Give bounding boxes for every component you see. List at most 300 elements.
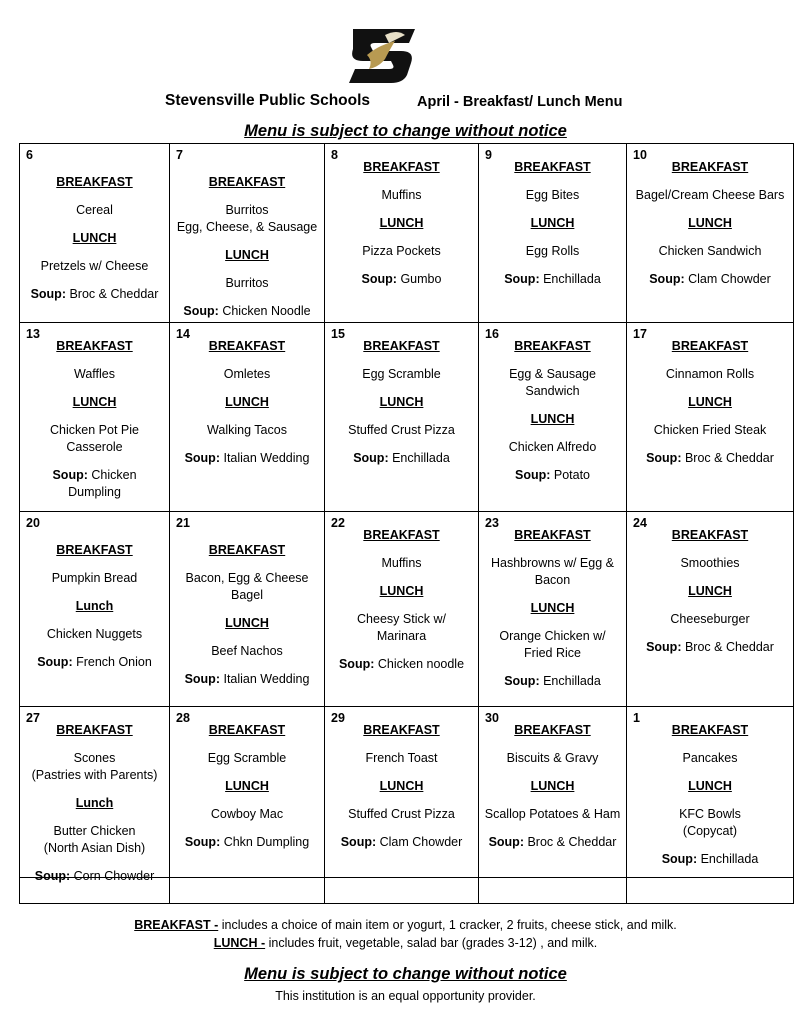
- lunch-heading: LUNCH: [530, 412, 575, 426]
- spacer: [23, 643, 166, 654]
- soup-item: Broc & Cheddar: [684, 640, 774, 654]
- day-menu: [479, 707, 626, 851]
- soup-line: [173, 834, 321, 851]
- soup-line: [23, 467, 166, 484]
- day-date: 9: [485, 148, 492, 162]
- spacer: [23, 355, 166, 366]
- day-date: 1: [633, 711, 640, 725]
- spacer: [328, 572, 475, 583]
- empty-cell: [325, 878, 479, 904]
- spacer: [23, 812, 166, 823]
- spacer: [173, 439, 321, 450]
- soup-colon: :: [370, 657, 378, 671]
- spacer: [173, 795, 321, 806]
- spacer: [173, 264, 321, 275]
- soup-line: [328, 656, 475, 673]
- breakfast-item: Omletes: [223, 367, 271, 381]
- day-menu: [325, 323, 478, 467]
- soup-label: Soup: [353, 451, 385, 465]
- spacer: [328, 411, 475, 422]
- breakfast-item: Biscuits & Gravy: [506, 751, 599, 765]
- lunch-item: Burritos: [225, 276, 269, 290]
- soup-line: [482, 271, 623, 288]
- spacer: [23, 559, 166, 570]
- soup-label: Soup: [338, 657, 371, 671]
- spacer: [630, 260, 790, 271]
- breakfast-heading: BREAKFAST: [56, 723, 133, 737]
- soup-line: [173, 303, 321, 320]
- spacer: [23, 587, 166, 598]
- soup-colon: :: [677, 640, 685, 654]
- day-cell-inner: [170, 707, 324, 877]
- lunch-legend-text: includes fruit, vegetable, salad bar (grades 3-12) , and milk.: [265, 936, 598, 950]
- spacer: [173, 236, 321, 247]
- soup-line: [328, 271, 475, 288]
- lunch-item: KFC Bowls: [679, 807, 741, 821]
- spacer: [173, 823, 321, 834]
- day-menu: [325, 144, 478, 288]
- week-row: [20, 144, 794, 323]
- day-menu: [20, 512, 169, 671]
- breakfast-heading: BREAKFAST: [56, 339, 133, 353]
- soup-label: Soup: [184, 451, 216, 465]
- spacer: [328, 795, 475, 806]
- soup-label: Soup: [649, 272, 681, 286]
- soup-line: [630, 271, 790, 288]
- notice-bottom: Menu is subject to change without notice: [244, 965, 567, 983]
- soup-colon: :: [392, 272, 401, 286]
- spacer: [630, 840, 790, 851]
- spacer: [482, 767, 623, 778]
- soup-label: Soup: [34, 869, 66, 883]
- day-cell: [20, 144, 170, 323]
- day-cell: [170, 512, 325, 707]
- soup-item: Corn Chowder: [73, 869, 155, 883]
- soup-item: Broc & Cheddar: [69, 287, 159, 301]
- day-cell-inner: [325, 512, 478, 706]
- soup-colon: :: [680, 272, 689, 286]
- soup-label: Soup: [183, 304, 215, 318]
- lunch-item: Beef Nachos: [211, 644, 283, 658]
- empty-cell: [627, 878, 794, 904]
- lunch-heading: LUNCH: [379, 779, 424, 793]
- spacer: [630, 176, 790, 187]
- day-cell: [479, 144, 627, 323]
- lunch-item: Stuffed Crust Pizza: [348, 423, 455, 437]
- soup-item: Chicken Noodle: [222, 304, 311, 318]
- soup-item: Chicken: [91, 468, 137, 482]
- soup-item: Chkn Dumpling: [223, 835, 310, 849]
- day-menu: [20, 323, 169, 501]
- breakfast-item: Cinnamon Rolls: [665, 367, 755, 381]
- spacer: [630, 795, 790, 806]
- spacer: [23, 857, 166, 868]
- spacer: [23, 247, 166, 258]
- lunch-item: Chicken Pot Pie: [50, 423, 139, 437]
- day-cell: [170, 144, 325, 323]
- lunch-heading: LUNCH: [225, 248, 269, 262]
- spacer: [482, 176, 623, 187]
- day-date: 27: [26, 711, 40, 725]
- day-menu: [325, 707, 478, 851]
- soup-line: [482, 673, 623, 690]
- spacer: [328, 204, 475, 215]
- soup-line: [328, 834, 475, 851]
- stevensville-s-logo: [345, 25, 419, 85]
- day-cell: [479, 707, 627, 878]
- menu-calendar: [19, 143, 794, 904]
- spacer: [630, 439, 790, 450]
- spacer: [630, 383, 790, 394]
- lunch-heading: LUNCH: [688, 584, 732, 598]
- day-date: 30: [485, 711, 499, 725]
- day-menu: [627, 323, 793, 467]
- soup-item: Italian Wedding: [223, 451, 310, 465]
- day-cell-inner: [627, 707, 793, 877]
- soup-item: Italian Wedding: [223, 672, 310, 686]
- breakfast-heading: BREAKFAST: [671, 528, 749, 542]
- day-cell: [627, 707, 794, 878]
- soup-label: Soup: [361, 272, 393, 286]
- day-cell-inner: [20, 707, 169, 883]
- week-row: [20, 512, 794, 707]
- soup-item: Enchillada: [543, 674, 601, 688]
- soup-label: Soup: [661, 852, 693, 866]
- breakfast-heading: BREAKFAST: [671, 339, 749, 353]
- lunch-heading: Lunch: [75, 599, 114, 613]
- day-cell-inner: [627, 323, 793, 511]
- day-menu: [479, 512, 626, 690]
- soup-label: Soup: [30, 287, 62, 301]
- spacer: [328, 544, 475, 555]
- day-cell: [325, 144, 479, 323]
- breakfast-heading: BREAKFAST: [514, 528, 591, 542]
- day-cell: [479, 512, 627, 707]
- lunch-heading: LUNCH: [530, 216, 575, 230]
- soup-label: Soup: [514, 468, 547, 482]
- breakfast-item: Egg Scramble: [362, 367, 441, 381]
- spacer: [328, 260, 475, 271]
- soup-line: [482, 467, 623, 484]
- soup-item: French Onion: [76, 655, 152, 669]
- spacer: [630, 739, 790, 750]
- spacer: [328, 739, 475, 750]
- lunch-item: Pretzels w/ Cheese: [40, 259, 149, 273]
- breakfast-heading: BREAKFAST: [514, 723, 591, 737]
- soup-label: Soup: [184, 672, 216, 686]
- soup-line: [630, 450, 790, 467]
- breakfast-item: Egg & Sausage: [509, 367, 596, 381]
- day-date: 6: [26, 148, 33, 162]
- spacer: [328, 645, 475, 656]
- empty-cell: [479, 878, 627, 904]
- day-cell-inner: [325, 323, 478, 511]
- lunch-item: Orange Chicken w/: [499, 629, 606, 643]
- breakfast-item: Waffles: [74, 367, 115, 381]
- breakfast-item: Pancakes: [682, 751, 738, 765]
- spacer: [173, 739, 321, 750]
- breakfast-item: Bagel: [231, 588, 263, 602]
- soup-line: [482, 834, 623, 851]
- lunch-legend: [0, 936, 811, 950]
- breakfast-heading: BREAKFAST: [363, 528, 440, 542]
- breakfast-item: Muffins: [381, 556, 422, 570]
- spacer: [630, 628, 790, 639]
- soup-item: Clam Chowder: [379, 835, 463, 849]
- breakfast-heading: BREAKFAST: [208, 543, 286, 557]
- day-date: 13: [26, 327, 40, 341]
- week-row: [20, 323, 794, 512]
- soup-colon: :: [215, 672, 224, 686]
- soup-colon: :: [677, 451, 685, 465]
- soup-colon: :: [68, 655, 77, 669]
- day-cell: [479, 323, 627, 512]
- day-cell-inner: [20, 512, 169, 706]
- spacer: [482, 428, 623, 439]
- soup-line: [23, 868, 166, 885]
- breakfast-heading: BREAKFAST: [56, 175, 133, 189]
- spacer: [482, 456, 623, 467]
- day-date: 10: [633, 148, 647, 162]
- spacer: [173, 660, 321, 671]
- soup-label: Soup: [52, 468, 84, 482]
- lunch-item: Pizza Pockets: [362, 244, 441, 258]
- day-cell-inner: [170, 323, 324, 511]
- spacer: [630, 600, 790, 611]
- lunch-item: Cheesy Stick w/: [357, 612, 446, 626]
- soup-item: Chicken noodle: [377, 657, 465, 671]
- lunch-heading: LUNCH: [225, 395, 269, 409]
- soup-label: Soup: [37, 655, 69, 669]
- soup-line: [23, 654, 166, 671]
- day-menu: [325, 512, 478, 673]
- lunch-item: Chicken Fried Steak: [653, 423, 767, 437]
- breakfast-heading: BREAKFAST: [208, 723, 286, 737]
- soup-line: [630, 639, 790, 656]
- day-date: 23: [485, 516, 499, 530]
- day-cell: [325, 707, 479, 878]
- spacer: [328, 232, 475, 243]
- soup-colon: :: [546, 468, 554, 482]
- day-date: 28: [176, 711, 190, 725]
- day-menu: [170, 323, 324, 467]
- soup-item: Enchillada: [543, 272, 601, 286]
- spacer: [328, 355, 475, 366]
- soup-colon: :: [83, 468, 92, 482]
- day-cell: [325, 323, 479, 512]
- spacer: [630, 572, 790, 583]
- breakfast-item: Scones: [73, 751, 116, 765]
- breakfast-legend-text: includes a choice of main item or yogurt, 1 cracker, 2 fruits, cheese stick, and milk.: [218, 918, 677, 932]
- day-date: 16: [485, 327, 499, 341]
- day-cell: [20, 323, 170, 512]
- day-cell: [627, 512, 794, 707]
- day-date: 8: [331, 148, 338, 162]
- spacer: [482, 617, 623, 628]
- soup-label: Soup: [504, 272, 536, 286]
- day-cell-inner: [479, 323, 626, 511]
- menu-title: April - Breakfast/ Lunch Menu: [417, 94, 623, 110]
- day-date: 22: [331, 516, 345, 530]
- lunch-item: Butter Chicken: [53, 824, 136, 838]
- soup-colon: :: [384, 451, 393, 465]
- day-menu: [170, 144, 324, 320]
- breakfast-heading: BREAKFAST: [208, 339, 286, 353]
- lunch-item: Scallop Potatoes & Ham: [484, 807, 621, 821]
- day-cell: [170, 707, 325, 878]
- breakfast-item: (Pastries with Parents): [31, 768, 158, 782]
- day-date: 17: [633, 327, 647, 341]
- breakfast-heading: BREAKFAST: [363, 339, 440, 353]
- spacer: [328, 767, 475, 778]
- day-date: 20: [26, 516, 40, 530]
- spacer: [482, 739, 623, 750]
- spacer: [173, 355, 321, 366]
- lunch-heading: Lunch: [75, 796, 114, 810]
- soup-label: Soup: [646, 640, 678, 654]
- soup-label: Soup: [488, 835, 520, 849]
- day-cell-inner: [627, 512, 793, 706]
- lunch-heading: LUNCH: [72, 395, 117, 409]
- day-cell-inner: [627, 144, 793, 322]
- day-cell-inner: [20, 323, 169, 511]
- lunch-item: Chicken Nuggets: [46, 627, 143, 641]
- spacer: [328, 439, 475, 450]
- day-menu: [479, 323, 626, 484]
- breakfast-item: Bacon: [534, 573, 571, 587]
- lunch-heading: LUNCH: [225, 779, 269, 793]
- spacer: [23, 784, 166, 795]
- day-cell: [20, 707, 170, 883]
- day-cell: [325, 512, 479, 707]
- empty-cell: [170, 878, 325, 904]
- day-menu: [627, 144, 793, 288]
- week-row: [20, 707, 794, 878]
- breakfast-item: Hashbrowns w/ Egg &: [491, 556, 614, 570]
- spacer: [482, 260, 623, 271]
- day-menu: [20, 707, 169, 885]
- day-menu: [627, 707, 793, 868]
- lunch-legend-label: LUNCH -: [213, 936, 266, 950]
- lunch-item: Walking Tacos: [207, 423, 287, 437]
- soup-item: Gumbo: [400, 272, 442, 286]
- soup-colon: :: [535, 272, 544, 286]
- equal-opportunity: This institution is an equal opportunity provider.: [275, 989, 536, 1003]
- breakfast-item: Sandwich: [525, 384, 580, 398]
- school-name: Stevensville Public Schools: [165, 92, 371, 109]
- soup-item: Broc & Cheddar: [684, 451, 774, 465]
- lunch-heading: LUNCH: [379, 216, 424, 230]
- lunch-heading: LUNCH: [688, 779, 732, 793]
- spacer: [173, 559, 321, 570]
- spacer: [482, 204, 623, 215]
- lunch-heading: LUNCH: [688, 216, 732, 230]
- spacer: [630, 204, 790, 215]
- spacer: [173, 632, 321, 643]
- spacer: [482, 400, 623, 411]
- soup-label: Soup: [504, 674, 536, 688]
- day-date: 21: [176, 516, 190, 530]
- soup-item: Enchillada: [700, 852, 759, 866]
- spacer: [328, 823, 475, 834]
- breakfast-item: French Toast: [365, 751, 438, 765]
- lunch-heading: LUNCH: [379, 395, 424, 409]
- soup-item: Broc & Cheddar: [527, 835, 617, 849]
- spacer: [23, 275, 166, 286]
- lunch-item: Chicken Sandwich: [658, 244, 762, 258]
- breakfast-legend-label: BREAKFAST -: [134, 918, 219, 932]
- spacer: [23, 411, 166, 422]
- day-date: 29: [331, 711, 345, 725]
- spacer: [173, 191, 321, 202]
- day-date: 7: [176, 148, 183, 162]
- breakfast-heading: BREAKFAST: [514, 339, 591, 353]
- spacer: [23, 615, 166, 626]
- lunch-item: Stuffed Crust Pizza: [348, 807, 455, 821]
- soup-line: [173, 450, 321, 467]
- soup-label: Soup: [646, 451, 678, 465]
- spacer: [23, 383, 166, 394]
- spacer: [173, 767, 321, 778]
- spacer: [630, 411, 790, 422]
- day-cell-inner: [325, 707, 478, 877]
- soup-label: Soup: [340, 835, 372, 849]
- day-date: 24: [633, 516, 647, 530]
- breakfast-item: Egg Scramble: [207, 751, 287, 765]
- day-cell: [627, 323, 794, 512]
- spacer: [630, 355, 790, 366]
- day-cell-inner: [479, 144, 626, 322]
- breakfast-item: Cereal: [76, 203, 113, 217]
- soup-colon: :: [61, 287, 70, 301]
- day-cell-inner: [170, 512, 324, 706]
- spacer: [482, 589, 623, 600]
- soup-colon: :: [692, 852, 701, 866]
- soup-item: Enchillada: [392, 451, 450, 465]
- breakfast-heading: BREAKFAST: [56, 543, 133, 557]
- lunch-item: Cheeseburger: [670, 612, 750, 626]
- day-date: 15: [331, 327, 345, 341]
- breakfast-heading: BREAKFAST: [208, 175, 286, 189]
- lunch-heading: LUNCH: [225, 616, 269, 630]
- lunch-item: Casserole: [66, 440, 123, 454]
- soup-line: [630, 851, 790, 868]
- breakfast-heading: BREAKFAST: [363, 160, 440, 174]
- soup-colon: :: [216, 835, 224, 849]
- spacer: [630, 544, 790, 555]
- breakfast-heading: BREAKFAST: [363, 723, 440, 737]
- soup-label: Soup: [184, 835, 217, 849]
- spacer: [173, 604, 321, 615]
- spacer: [173, 292, 321, 303]
- soup-item: Dumpling: [68, 485, 121, 499]
- spacer: [482, 795, 623, 806]
- lunch-item: Marinara: [376, 629, 427, 643]
- breakfast-item: Bacon, Egg & Cheese: [185, 571, 309, 585]
- day-cell: [627, 144, 794, 323]
- soup-colon: :: [535, 674, 544, 688]
- breakfast-item: Smoothies: [680, 556, 740, 570]
- lunch-item: Egg Rolls: [525, 244, 580, 258]
- breakfast-item: Egg Bites: [525, 188, 580, 202]
- spacer: [482, 823, 623, 834]
- spacer: [23, 191, 166, 202]
- day-menu: [627, 512, 793, 656]
- spacer: [173, 411, 321, 422]
- breakfast-legend: [0, 918, 811, 932]
- soup-item: Clam Chowder: [688, 272, 771, 286]
- notice-top: Menu is subject to change without notice: [244, 122, 567, 140]
